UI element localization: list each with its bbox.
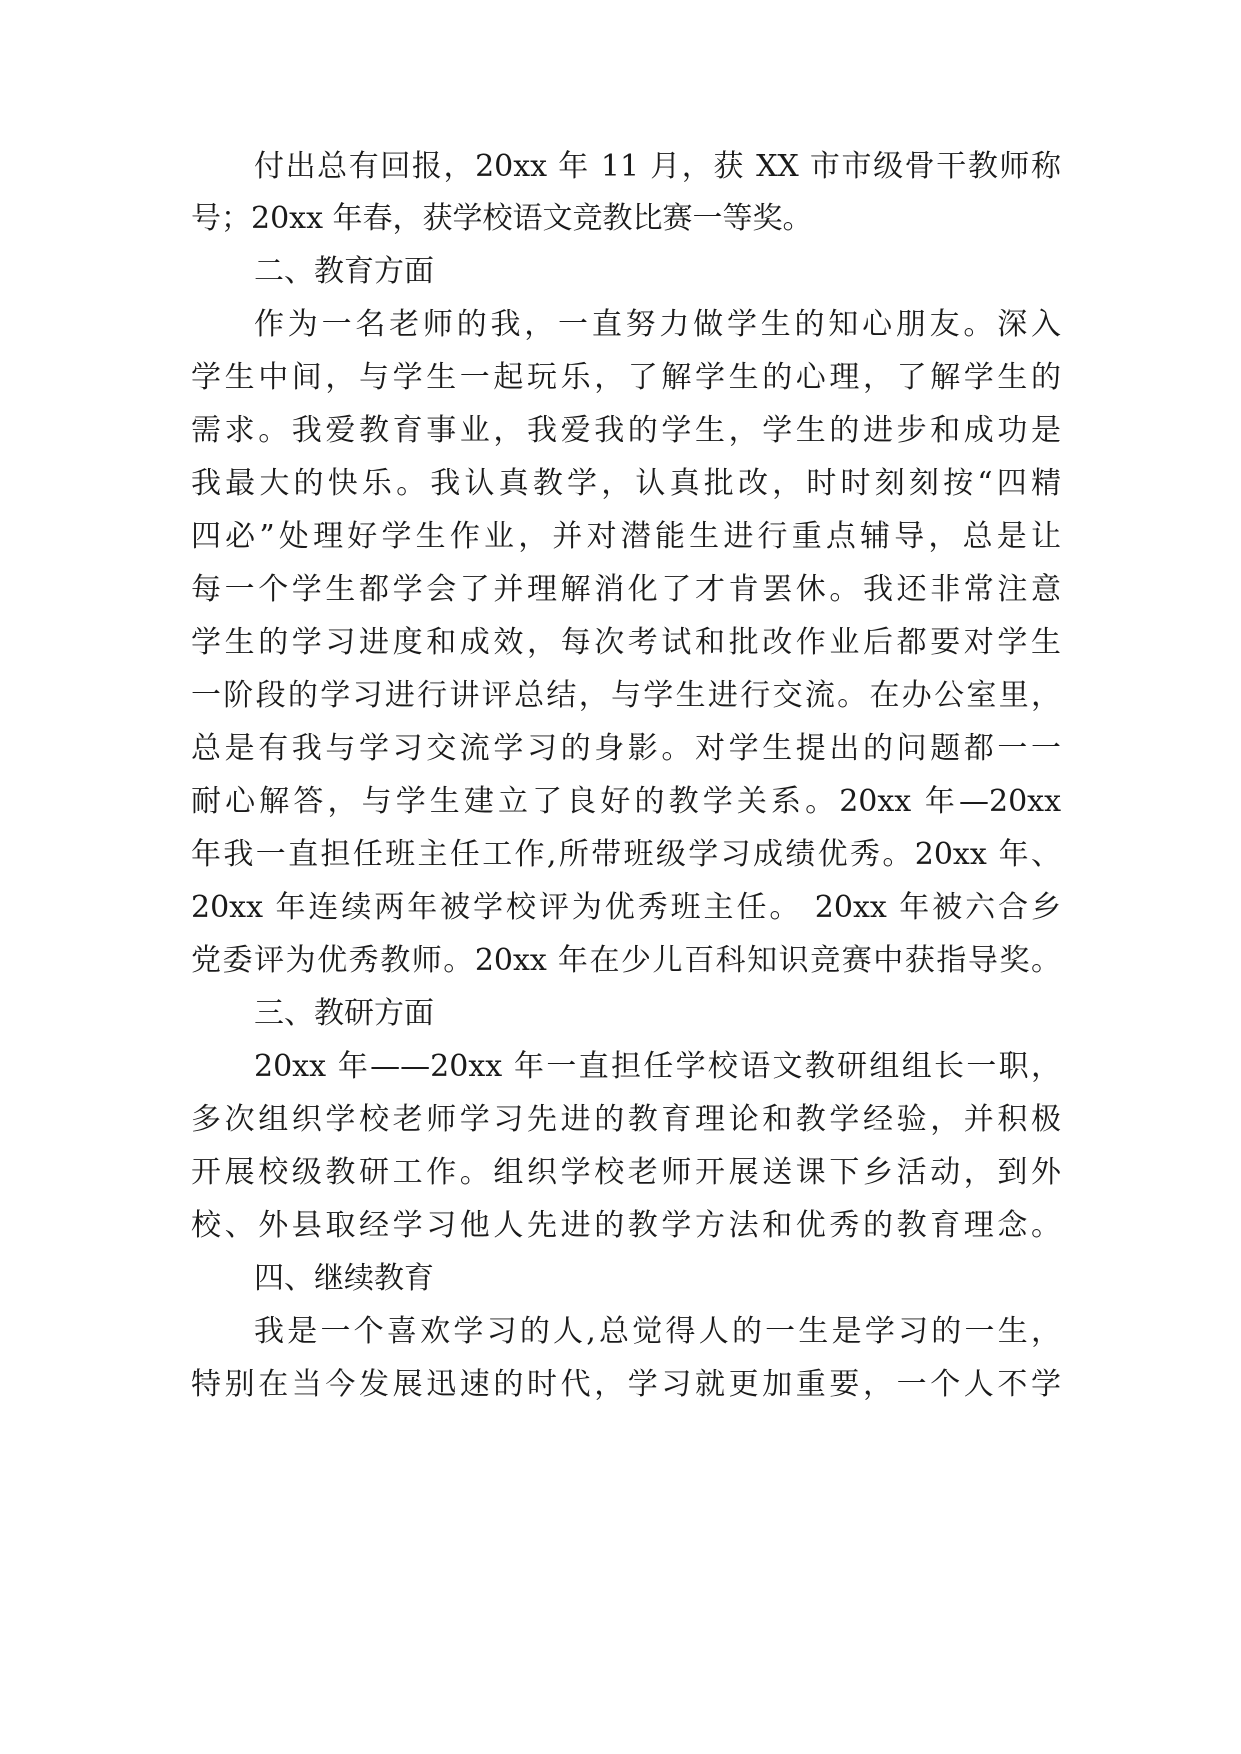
section-heading-education: 二、教育方面 — [254, 254, 434, 289]
paragraph-line: 我最大的快乐。我认真教学，认真批改，时时刻刻按“四精 — [191, 466, 1061, 501]
paragraph-line: 20xx 年——20xx 年一直担任学校语文教研组组长一职， — [254, 1049, 1061, 1084]
paragraph-line: 一阶段的学习进行讲评总结，与学生进行交流。在办公室里， — [191, 678, 1061, 713]
paragraph-line: 作为一名老师的我，一直努力做学生的知心朋友。深入 — [254, 307, 1061, 342]
section-heading-continuing-education: 四、继续教育 — [254, 1261, 434, 1296]
paragraph-line: 耐心解答，与学生建立了良好的教学关系。20xx 年—20xx — [191, 784, 1061, 819]
paragraph-line: 号；20xx 年春，获学校语文竞教比赛一等奖。 — [191, 201, 813, 236]
paragraph-line: 付出总有回报，20xx 年 11 月，获 XX 市市级骨干教师称 — [254, 149, 1061, 184]
paragraph-line: 每一个学生都学会了并理解消化了才肯罢休。我还非常注意 — [191, 572, 1061, 607]
paragraph-line: 党委评为优秀教师。20xx 年在少儿百科知识竞赛中获指导奖。 — [191, 943, 1061, 978]
paragraph-line: 多次组织学校老师学习先进的教育理论和教学经验，并积极 — [191, 1102, 1061, 1137]
paragraph-line: 特别在当今发展迅速的时代，学习就更加重要，一个人不学 — [191, 1367, 1061, 1402]
paragraph-line: 需求。我爱教育事业，我爱我的学生，学生的进步和成功是 — [191, 413, 1061, 448]
paragraph-line: 年我一直担任班主任工作,所带班级学习成绩优秀。20xx 年、 — [191, 837, 1061, 872]
paragraph-line: 校、外县取经学习他人先进的教学方法和优秀的教育理念。 — [191, 1208, 1061, 1243]
section-heading-research: 三、教研方面 — [254, 996, 434, 1031]
paragraph-line: 总是有我与学习交流学习的身影。对学生提出的问题都一一 — [191, 731, 1061, 766]
paragraph-line: 我是一个喜欢学习的人,总觉得人的一生是学习的一生， — [254, 1314, 1061, 1349]
paragraph-line: 四必”处理好学生作业，并对潜能生进行重点辅导，总是让 — [191, 519, 1061, 554]
paragraph-line: 学生中间，与学生一起玩乐，了解学生的心理，了解学生的 — [191, 360, 1061, 395]
paragraph-line: 学生的学习进度和成效，每次考试和批改作业后都要对学生 — [191, 625, 1061, 660]
paragraph-line: 20xx 年连续两年被学校评为优秀班主任。 20xx 年被六合乡 — [191, 890, 1061, 925]
paragraph-line: 开展校级教研工作。组织学校老师开展送课下乡活动，到外 — [191, 1155, 1061, 1190]
